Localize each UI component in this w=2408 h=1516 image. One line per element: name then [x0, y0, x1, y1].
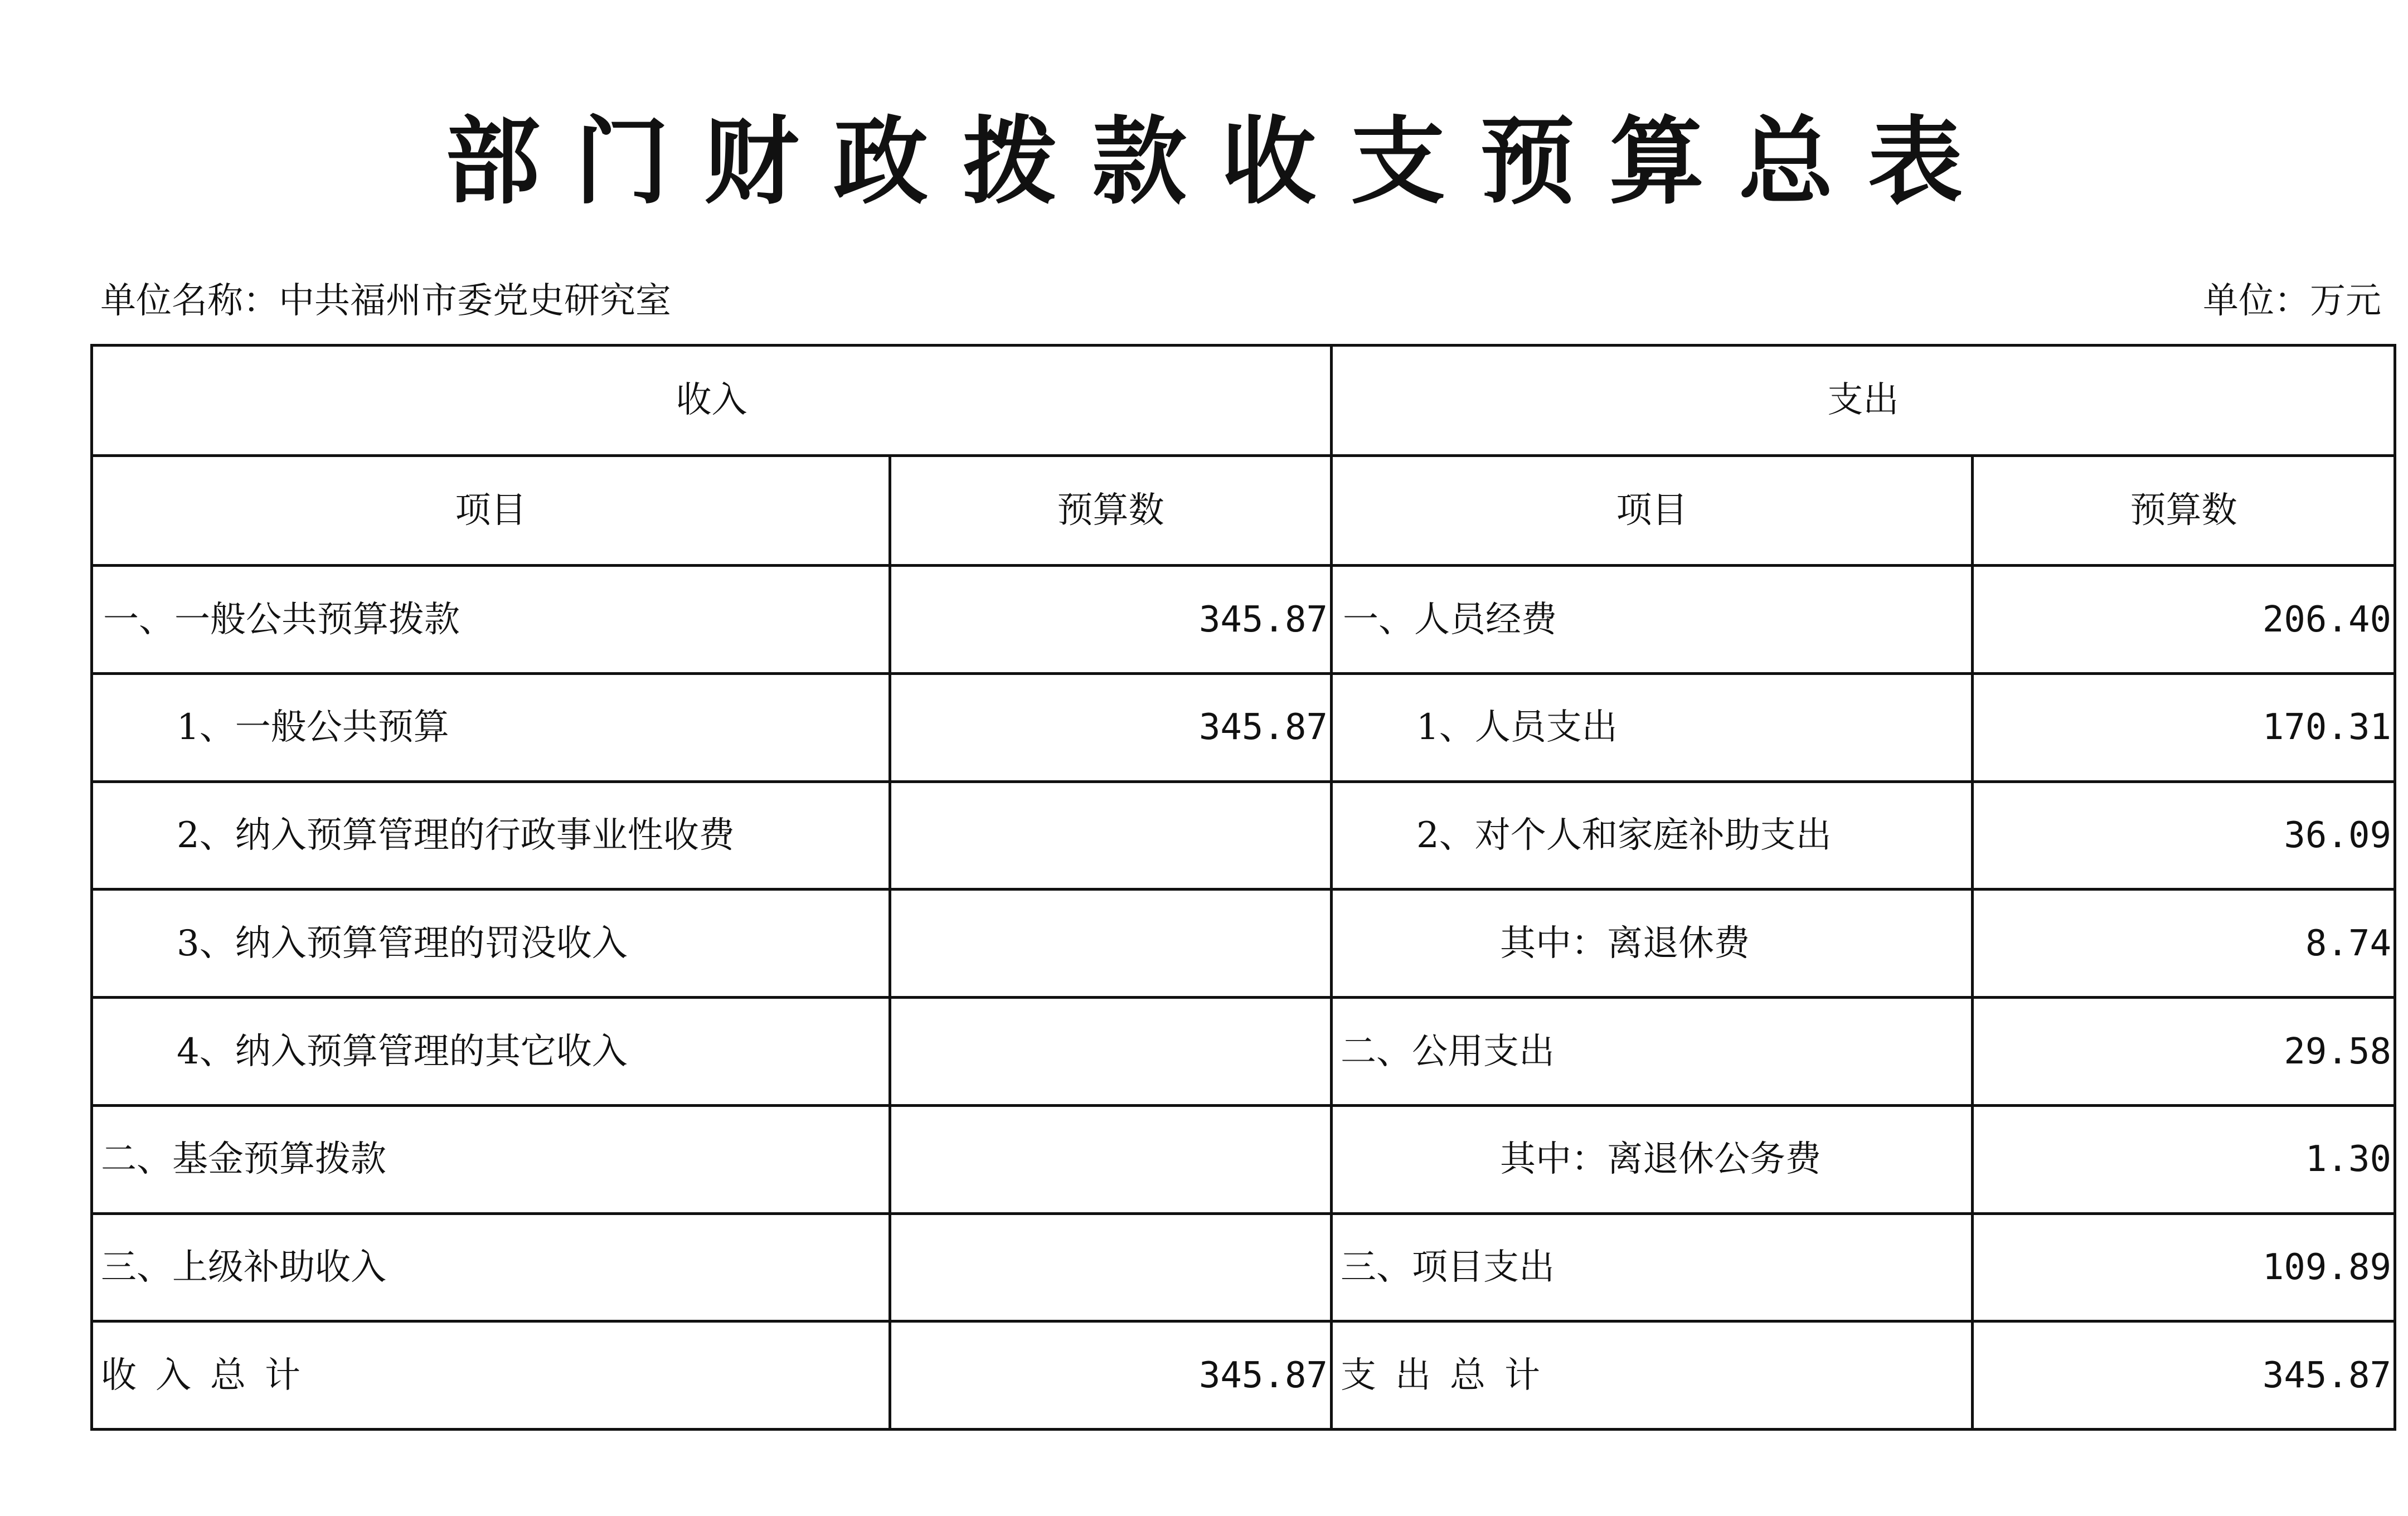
expenditure-header: 支出: [1332, 346, 2395, 456]
income-item-cell: 3、纳入预算管理的罚没收入: [92, 890, 890, 998]
unit-name: 单位名称：中共福州市委党史研究室: [100, 280, 671, 322]
income-item-cell: 1、一般公共预算: [92, 674, 890, 782]
income-item-cell: 一、一般公共预算拨款: [92, 566, 890, 674]
income-amount-cell: [890, 998, 1332, 1106]
table-row: [92, 998, 2395, 1106]
expenditure-item-header: 项目: [1332, 455, 1973, 566]
income-amount-cell: [890, 890, 1332, 998]
income-amount-cell: [890, 781, 1332, 890]
page-title: 部门财政拨款收支预算总表: [445, 106, 1997, 217]
expenditure-budget-header: 预算数: [1973, 455, 2395, 566]
expenditure-amount-cell: 206.40: [1973, 566, 2395, 674]
income-amount-cell: [890, 1213, 1332, 1321]
table-row: [92, 1105, 2395, 1213]
expenditure-amount-cell: 109.89: [1973, 1213, 2395, 1321]
column-header-row: [92, 455, 2395, 566]
expenditure-amount-cell: 1.30: [1973, 1105, 2395, 1213]
income-header: 收入: [92, 346, 1332, 456]
income-amount-cell: 345.87: [890, 566, 1332, 674]
income-item-cell: 二、基金预算拨款: [92, 1105, 890, 1213]
income-amount-cell: 345.87: [890, 674, 1332, 782]
table-row: [92, 890, 2395, 998]
budget-table: [90, 344, 2396, 1431]
expenditure-amount-cell: 8.74: [1973, 890, 2395, 998]
income-amount-cell: [890, 1105, 1332, 1213]
expenditure-amount-cell: 170.31: [1973, 674, 2395, 782]
expenditure-item-cell: 2、对个人和家庭补助支出: [1332, 781, 1973, 890]
income-total-amount: 345.87: [890, 1321, 1332, 1430]
income-total-label: 收入总计: [92, 1321, 890, 1430]
table-row: [92, 1213, 2395, 1321]
income-budget-header: 预算数: [890, 455, 1332, 566]
income-item-cell: 三、上级补助收入: [92, 1213, 890, 1321]
expenditure-item-cell: 二、公用支出: [1332, 998, 1973, 1106]
income-item-header: 项目: [92, 455, 890, 566]
expenditure-item-cell: 一、人员经费: [1332, 566, 1973, 674]
income-item-cell: 4、纳入预算管理的其它收入: [92, 998, 890, 1106]
table-row: [92, 674, 2395, 782]
income-item-cell: 2、纳入预算管理的行政事业性收费: [92, 781, 890, 890]
table-row: [92, 781, 2395, 890]
expenditure-amount-cell: 36.09: [1973, 781, 2395, 890]
unit-label: 单位：万元: [2203, 280, 2381, 322]
section-header-row: [92, 346, 2395, 456]
expenditure-total-amount: 345.87: [1973, 1321, 2395, 1430]
expenditure-item-cell: 三、项目支出: [1332, 1213, 1973, 1321]
expenditure-item-cell: 其中：离退休公务费: [1332, 1105, 1973, 1213]
table-row: [92, 566, 2395, 674]
expenditure-total-label: 支出总计: [1332, 1321, 1973, 1430]
expenditure-item-cell: 其中：离退休费: [1332, 890, 1973, 998]
total-row: [92, 1321, 2395, 1430]
expenditure-item-cell: 1、人员支出: [1332, 674, 1973, 782]
expenditure-amount-cell: 29.58: [1973, 998, 2395, 1106]
